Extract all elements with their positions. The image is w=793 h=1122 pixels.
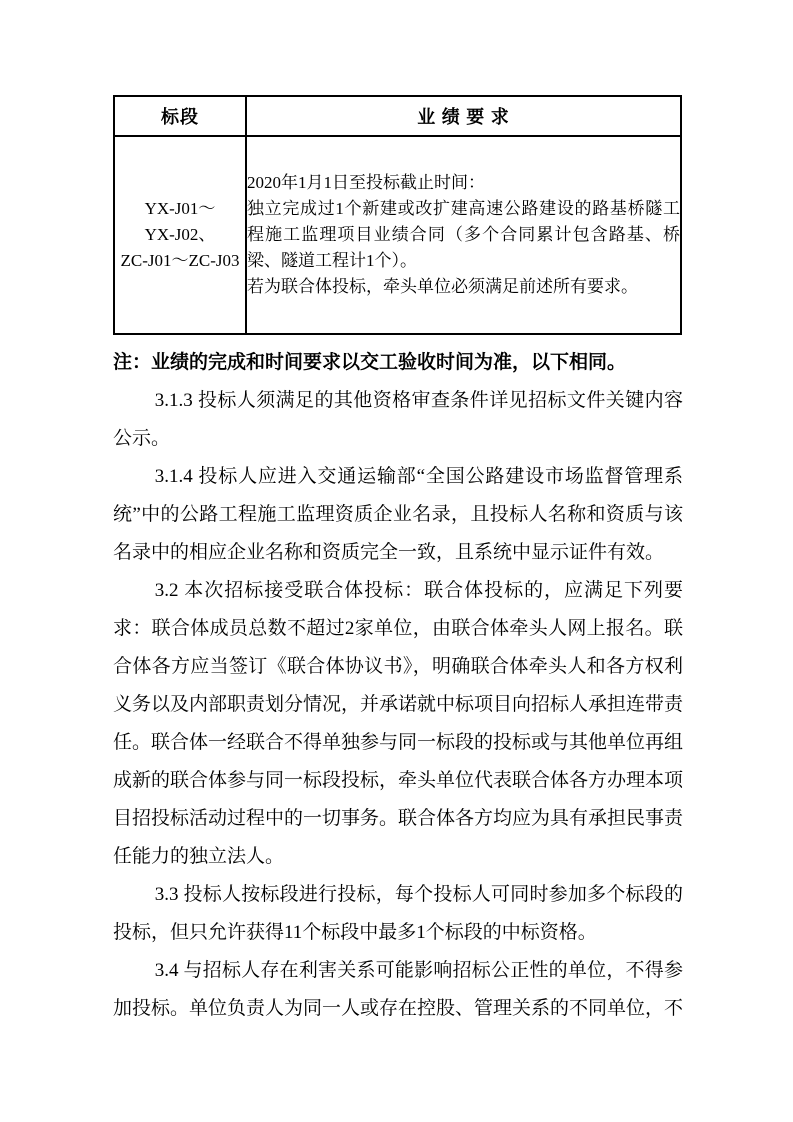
clause-3-1-4: 3.1.4 投标人应进入交通运输部“全国公路建设市场监督管理系统”中的公路工程施工监理资质企业名录，且投标人名称和资质与该名录中的相应企业名称和资质完全一致，且系统中显示证件有效。 [113,466,683,563]
table-header-row [114,96,681,136]
requirements-cell [246,136,681,334]
section-id-line: YX-J02、 [144,225,216,244]
note-line: 注：业绩的完成和时间要求以交工验收时间为准，以下相同。 [113,352,627,373]
clause-3-3: 3.3 投标人按标段进行投标，每个投标人可同时参加多个标段的投标，但只允许获得11个标段中最多1个标段的中标资格。 [113,884,683,943]
clause-3-1-3: 3.1.3 投标人须满足的其他资格审查条件详见招标文件关键内容公示。 [113,390,683,449]
requirement-time-range: 2020年1月1日至投标截止时间： [247,173,485,192]
performance-table [113,95,682,335]
clause-3-2: 3.2 本次招标接受联合体投标：联合体投标的，应满足下列要求：联合体成员总数不超过2家单位，由联合体牵头人网上报名。联合体各方应当签订《联合体协议书》，明确联合体牵头人和各方权利义务以及内部职责划分情况，并承诺就中标项目向招标人承担连带责任。联合体一经联合不得单独参与同一标段的投标或与其他单位再组成新的联合体参与同一标段投标，牵头单位代表联合体各方办理本项目招投标活动过程中的一切事务。联合体各方均应为具有承担民事责任能力的独立法人。 [113,580,684,867]
requirement-consortium: 若为联合体投标，牵头单位必须满足前述所有要求。 [247,277,638,296]
clause-3-4: 3.4 与招标人存在利害关系可能影响招标公正性的单位，不得参加投标。单位负责人为同一人或存在控股、管理关系的不同单位，不 [113,960,684,1019]
col-header-requirements: 业 绩 要 求 [246,96,681,136]
col-header-section: 标段 [114,96,246,136]
section-id-line: YX-J01～ [144,199,216,218]
section-cell [114,136,246,334]
table-row [114,136,681,334]
section-id-line: ZC-J01～ZC-J03 [120,251,240,270]
requirement-experience: 独立完成过1个新建或改扩建高速公路建设的路基桥隧工程施工监理项目业绩合同（多个合同累计包含路基、桥梁、隧道工程计1个）。 [247,199,680,270]
